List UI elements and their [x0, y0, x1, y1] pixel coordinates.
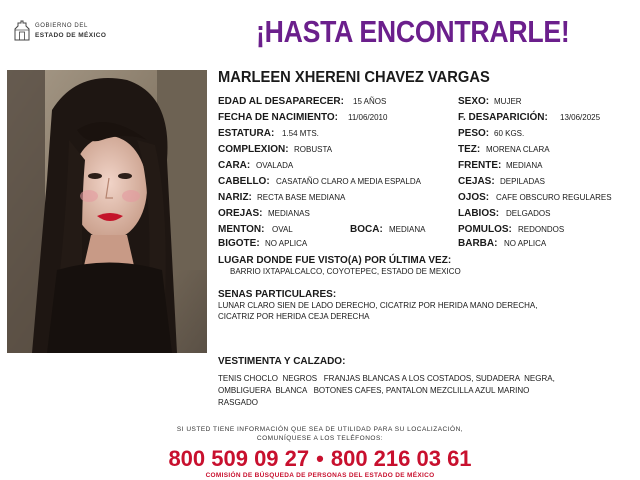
- logo-line-1: GOBIERNO DEL: [35, 23, 88, 29]
- missing-person-photo: [7, 70, 207, 353]
- ojos-value: CAFE OBSCURO REGULARES: [496, 193, 612, 202]
- frente-label: FRENTE:: [458, 160, 502, 171]
- pomulos-label: POMULOS:: [458, 224, 512, 235]
- commission-name: COMISIÓN DE BÚSQUEDA DE PERSONAS DEL ESTADO DE MÉXICO: [205, 472, 435, 479]
- edad-value: 15 AÑOS: [353, 97, 387, 106]
- menton-label: MENTON:: [218, 224, 265, 235]
- estatura-value: 1.54 MTS.: [282, 129, 319, 138]
- phone-separator: •: [316, 446, 324, 471]
- pomulos-value: REDONDOS: [518, 225, 565, 234]
- peso-value: 60 KGS.: [494, 129, 525, 138]
- photo-illustration: [7, 70, 207, 353]
- barba-value: NO APLICA: [504, 239, 547, 248]
- clothing-label: VESTIMENTA Y CALZADO:: [218, 356, 346, 367]
- orejas-label: OREJAS:: [218, 208, 263, 219]
- cejas-label: CEJAS:: [458, 176, 495, 187]
- cabello-value: CASATAÑO CLARO A MEDIA ESPALDA: [276, 177, 421, 186]
- tez-value: MORENA CLARA: [486, 145, 550, 154]
- labios-value: DELGADOS: [506, 209, 551, 218]
- menton-value: OVAL: [272, 225, 293, 234]
- cejas-value: DEPILADAS: [500, 177, 545, 186]
- complexion-label: COMPLEXION:: [218, 144, 289, 155]
- barba-label: BARBA:: [458, 238, 498, 249]
- government-logo: [12, 20, 132, 46]
- cara-value: OVALADA: [256, 161, 294, 170]
- contact-info-line-2: COMUNÍQUESE A LOS TELÉFONOS:: [256, 435, 384, 442]
- labios-label: LABIOS:: [458, 208, 500, 219]
- phone-number-2[interactable]: 800 216 03 61: [330, 446, 472, 471]
- orejas-value: MEDIANAS: [268, 209, 310, 218]
- last-seen-label: LUGAR DONDE FUE VISTO(A) POR ÚLTIMA VEZ:: [218, 255, 452, 266]
- estatura-label: ESTATURA:: [218, 128, 275, 139]
- clothing-line-3: RASGADO: [218, 398, 259, 407]
- state-emblem-icon: [12, 20, 32, 42]
- contact-info-line-1: SI USTED TIENE INFORMACIÓN QUE SEA DE UTILIDAD PARA SU LOCALIZACIÓN,: [176, 426, 464, 433]
- peso-label: PESO:: [458, 128, 490, 139]
- complexion-value: ROBUSTA: [294, 145, 333, 154]
- cabello-label: CABELLO:: [218, 176, 270, 187]
- boca-label: BOCA:: [350, 224, 383, 235]
- cara-label: CARA:: [218, 160, 251, 171]
- boca-value: MEDIANA: [389, 225, 426, 234]
- phone-numbers: [0, 446, 640, 472]
- last-seen-value: BARRIO IXTAPALCALCO, COYOTEPEC, ESTADO DE MEXICO: [230, 267, 461, 276]
- fecha-nacimiento-value: 11/06/2010: [348, 113, 388, 122]
- nariz-value: RECTA BASE MEDIANA: [257, 193, 346, 202]
- phone-number-1[interactable]: 800 509 09 27: [168, 446, 310, 471]
- bigote-value: NO APLICA: [265, 239, 308, 248]
- fecha-desaparicion-value: 13/06/2025: [560, 113, 601, 122]
- marks-line-2: CICATRIZ POR HERIDA CEJA DERECHA: [218, 312, 370, 321]
- edad-label: EDAD AL DESAPARECER:: [218, 96, 344, 107]
- bigote-label: BIGOTE:: [218, 238, 260, 249]
- marks-label: SENAS PARTICULARES:: [218, 289, 337, 300]
- fecha-desaparicion-label: F. DESAPARICIÓN:: [458, 112, 548, 123]
- ojos-label: OJOS:: [458, 192, 490, 203]
- headline: ¡HASTA ENCONTRARLE!: [256, 14, 570, 49]
- nariz-label: NARIZ:: [218, 192, 252, 203]
- marks-line-1: LUNAR CLARO SIEN DE LADO DERECHO, CICATRIZ POR HERIDA MANO DERECHA,: [218, 301, 538, 310]
- sexo-label: SEXO:: [458, 96, 490, 107]
- logo-line-2: ESTADO DE MÉXICO: [35, 32, 107, 39]
- sexo-value: MUJER: [494, 97, 522, 106]
- clothing-line-2: OMBLIGUERA BLANCA BOTONES CAFES, PANTALON MEZCLILLA AZUL MARINO: [218, 386, 530, 395]
- person-name: MARLEEN XHERENI CHAVEZ VARGAS: [218, 69, 490, 86]
- clothing-line-1: TENIS CHOCLO NEGROS FRANJAS BLANCAS A LOS COSTADOS, SUDADERA NEGRA,: [218, 374, 555, 383]
- frente-value: MEDIANA: [506, 161, 543, 170]
- fecha-nacimiento-label: FECHA DE NACIMIENTO:: [218, 112, 338, 123]
- tez-label: TEZ:: [458, 144, 481, 155]
